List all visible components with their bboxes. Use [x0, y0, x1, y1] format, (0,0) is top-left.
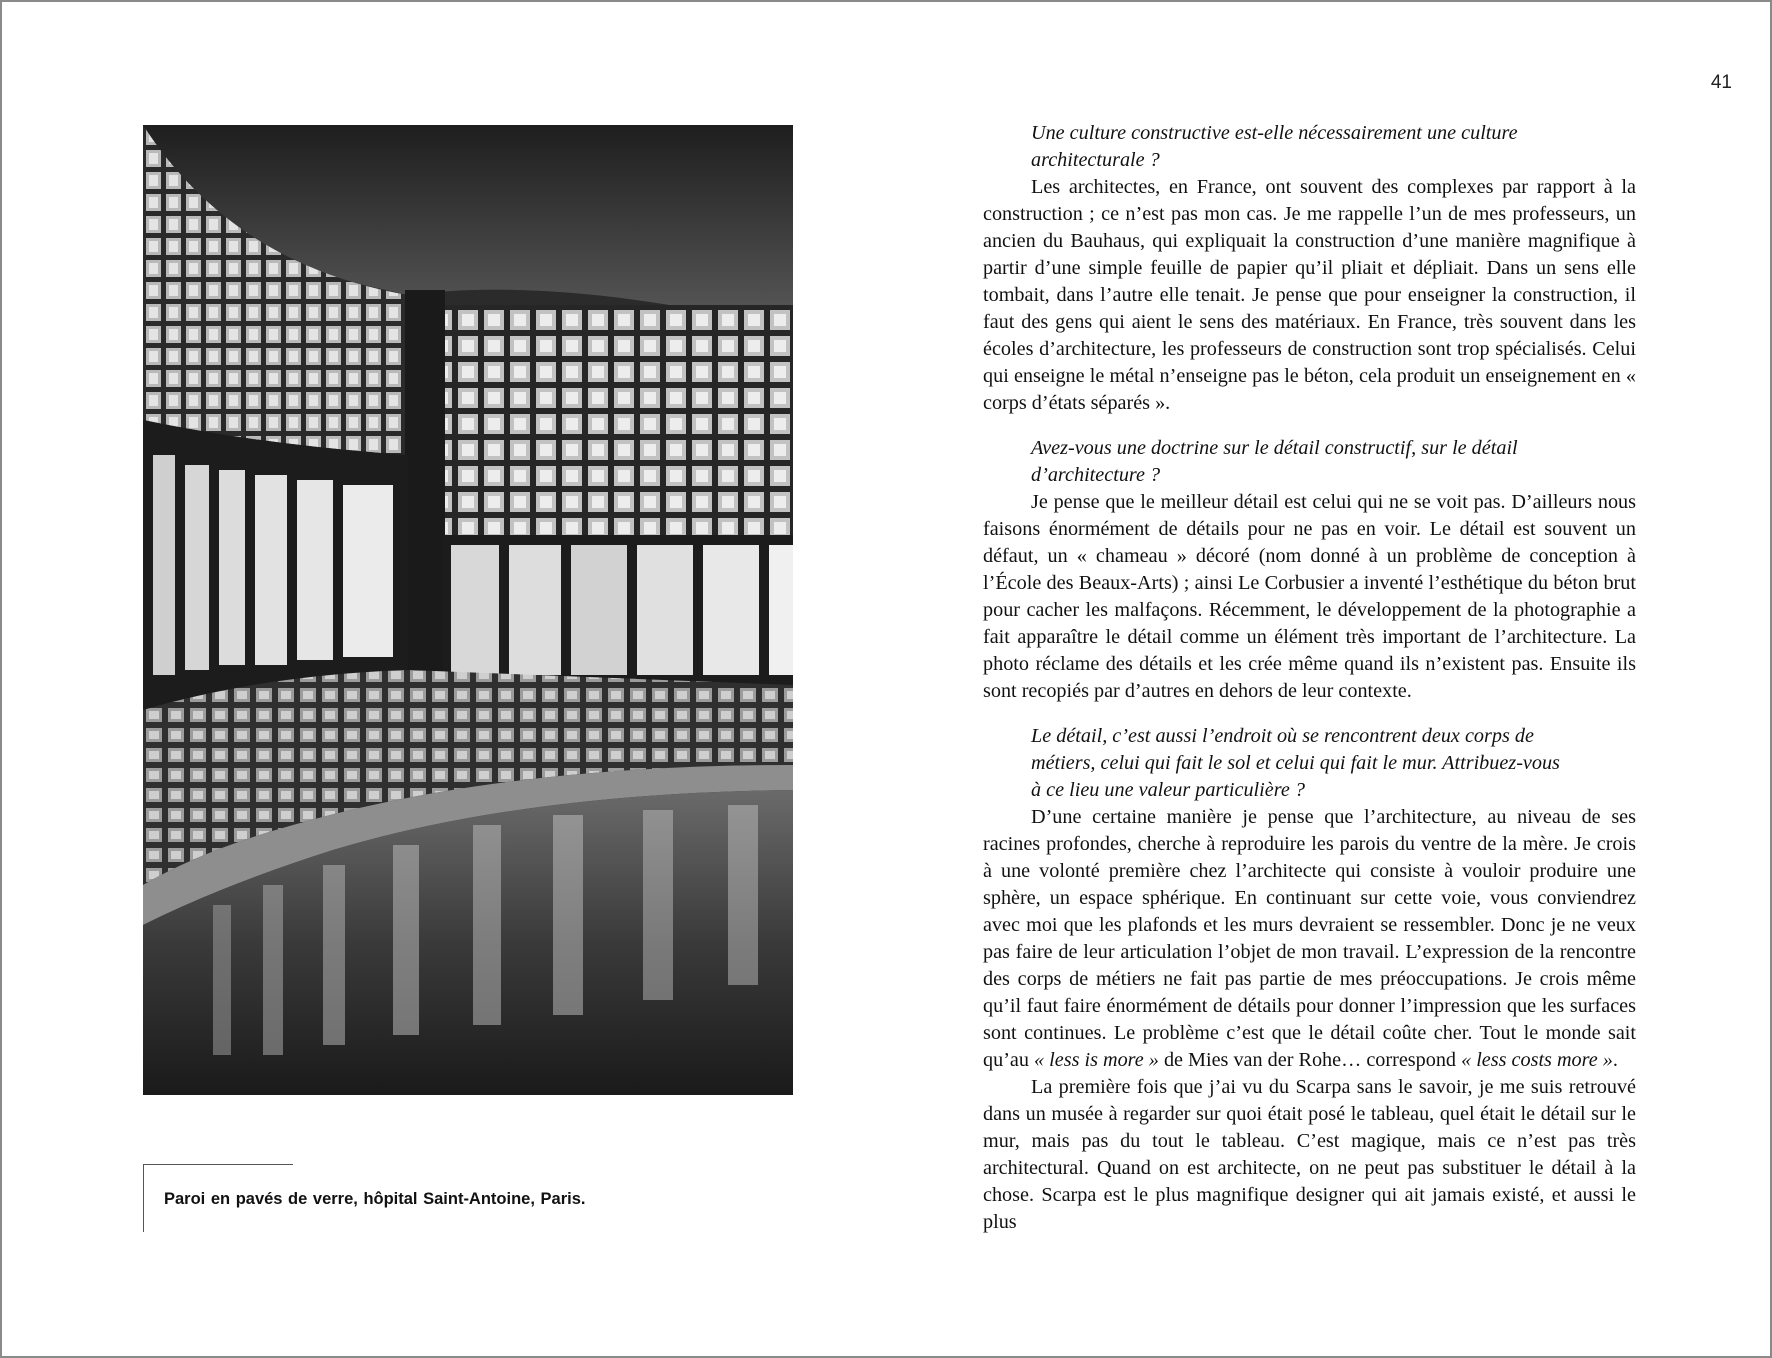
answer-3	[983, 804, 1636, 1074]
answer-2: Je pense que le meilleur détail est celui qui ne se voit pas. D’ailleurs nous faisons énormément de détails pour ne pas en voir. Le détail est souvent un défaut, un « chameau » décoré (nom donné à un problème de conception à l’École des Beaux-Arts) ; ainsi Le Corbusier a inventé l’esthétique du béton brut pour cacher les malfaçons. Récemment, le développement de la photographie a fait apparaître le détail comme un élément très important de l’architecture. La photo réclame des détails et les crée même quand ils n’existent pas. Ensuite ils sont recopiés par d’autres en dehors de leur contexte.	[983, 491, 1636, 702]
figure-caption: Paroi en pavés de verre, hôpital Saint-Antoine, Paris.	[164, 1190, 586, 1208]
photo-glass-block-wall	[143, 125, 793, 1095]
answer-3-text-middle: de Mies van der Rohe… correspond	[1158, 1049, 1462, 1071]
quote-less-is-more: « less is more »	[1034, 1049, 1159, 1071]
question-1: Une culture constructive est-elle nécessairement une culture architecturale ?	[1031, 122, 1518, 171]
question-2: Avez-vous une doctrine sur le détail constructif, sur le détail d’architecture ?	[1031, 437, 1518, 486]
answer-3-text-end: .	[1612, 1049, 1618, 1071]
answer-4: La première fois que j’ai vu du Scarpa sans le savoir, je me suis retrouvé dans un musée à regarder sur quoi était posé le tableau, quel était le détail sur le mur, mais pas du tout le tableau. C’est magique, mais ce n’est pas très architectural. Quand on est architecte, on ne peut pas substituer le détail à la chose. Scarpa est le plus magnifique designer qui ait jamais existé, et aussi le plus	[983, 1076, 1636, 1233]
page-number: 41	[1710, 72, 1732, 93]
caption-rule-vertical	[143, 1164, 144, 1232]
answer-3-text-start: D’une certaine manière je pense que l’architecture, au niveau de ses racines profondes, cherche à reproduire les parois du ventre de la mère. Je crois à une volonté première chez l’architecte qui consiste à vouloir produire une sphère, un espace sphérique. En continuant sur cette voie, vous conviendrez avec moi que les plafonds et les murs devraient se ressembler. Donc je ne veux pas faire de leur articulation l’objet de mon travail. L’expression de la rencontre des corps de métiers ne fait pas partie de mes préoccupations. Je crois même qu’il faut faire énormément de détails pour donner l’impression que les surfaces sont continues. Le problème c’est que le détail coûte cher. Tout le monde sait qu’au	[983, 806, 1636, 1071]
interview-text-column	[983, 120, 1636, 1236]
quote-less-costs-more: « less costs more »	[1461, 1049, 1613, 1071]
caption-rule-horizontal	[143, 1164, 293, 1165]
answer-1: Les architectes, en France, ont souvent des complexes par rapport à la construction ; ce n’est pas mon cas. Je me rappelle l’un de mes professeurs, un ancien du Bauhaus, qui expliquait la construction d’une manière magnifique à partir d’une simple feuille de papier qu’il pliait et dépliait. Dans un sens elle tombait, dans l’autre elle tenait. Je pense que pour enseigner la construction, il faut des gens qui aient le sens des matériaux. En France, très souvent dans les écoles d’architecture, les professeurs de construction sont trop spécialisés. Celui qui enseigne le métal n’enseigne pas le béton, cela produit un enseignement en « corps d’états séparés ».	[983, 176, 1636, 414]
question-3: Le détail, c’est aussi l’endroit où se rencontrent deux corps de métiers, celui qui fait le sol et celui qui fait le mur. Attribuez-vous à ce lieu une valeur particulière ?	[1031, 725, 1560, 801]
